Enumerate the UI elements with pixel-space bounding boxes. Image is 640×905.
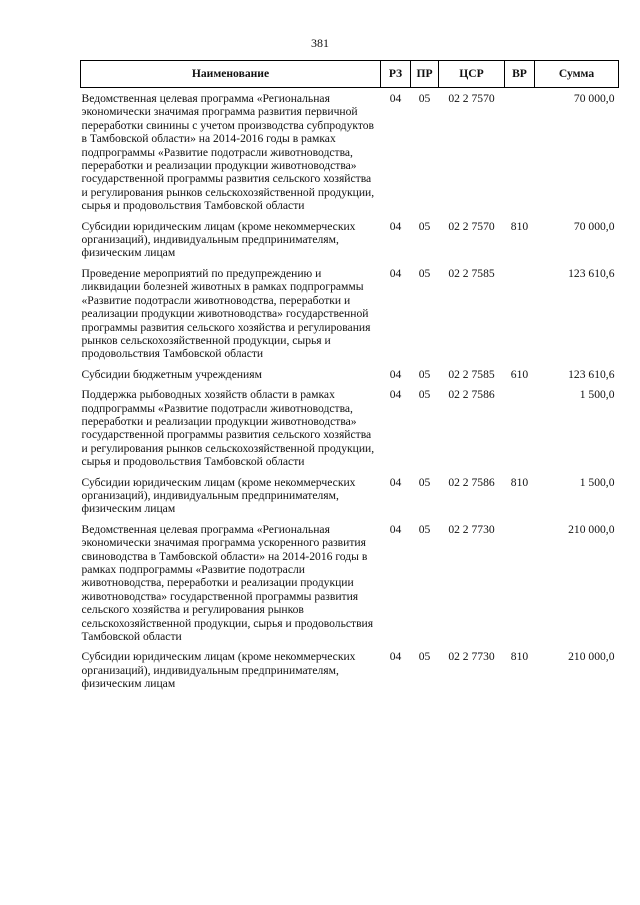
row-sum: 70 000,0 (573, 92, 615, 105)
row-sum: 1 500,0 (579, 475, 615, 489)
row-sum: 210 000,0 (568, 522, 615, 536)
row-vr (505, 88, 535, 216)
table-row (81, 472, 619, 519)
header-pr: ПР (411, 61, 439, 88)
page-number: 381 (311, 36, 329, 50)
row-vr (505, 384, 535, 471)
row-sum: 70 000,0 (573, 219, 615, 233)
row-name: Ведомственная целевая программа «Региональная экономически значимая программа развития первичной переработки свинины с учетом производства субпродуктов в Тамбовской области» на 2014-2016 годы в рамках подпрограммы «Развитие подотрасли животноводства, переработки и реализации продукции животноводства» государственной программы развития сельского хозяйства и регулирования рынков сельскохозяйственной продукции, сырья и продовольствия Тамбовской области (81, 92, 375, 213)
table-row (81, 263, 619, 364)
row-vr: 810 (510, 650, 529, 664)
row-name: Субсидии юридическим лицам (кроме некоммерческих организаций), индивидуальным предпринимателям, физическим лицам (81, 475, 356, 516)
row-vr (505, 519, 535, 647)
row-vr: 810 (510, 475, 529, 489)
row-sum: 123 610,6 (568, 367, 615, 381)
row-csr: 02 2 7730 (448, 650, 495, 664)
row-csr: 02 2 7585 (448, 367, 495, 381)
row-name: Субсидии бюджетным учреждениям (81, 367, 262, 381)
row-rz: 04 (389, 388, 402, 402)
row-rz: 04 (389, 367, 402, 381)
row-vr: 610 (510, 367, 529, 381)
row-vr: 810 (510, 219, 529, 233)
table-row (81, 364, 619, 384)
table-row (81, 216, 619, 263)
row-name: Поддержка рыбоводных хозяйств области в рамках подпрограммы «Развитие подотрасли животноводства, переработки и реализации продукции животноводства» государственной программы развития сельского хозяйства и регулирования рынков сельскохозяйственной продукции, сырья и продовольствия Тамбовской области (81, 388, 375, 469)
budget-table (80, 60, 619, 694)
row-csr: 02 2 7586 (448, 388, 495, 402)
row-pr: 05 (418, 219, 431, 233)
row-name: Субсидии юридическим лицам (кроме некоммерческих организаций), индивидуальным предпринимателям, физическим лицам (81, 650, 356, 691)
row-sum: 210 000,0 (568, 650, 615, 664)
row-pr: 05 (418, 92, 431, 105)
row-sum: 1 500,0 (579, 388, 615, 402)
row-pr: 05 (418, 367, 431, 381)
row-rz: 04 (389, 219, 402, 233)
table-row (81, 384, 619, 471)
row-csr: 02 2 7570 (448, 92, 495, 105)
header-sum: Сумма (535, 61, 619, 88)
header-name: Наименование (81, 61, 381, 88)
row-pr: 05 (418, 650, 431, 664)
row-rz: 04 (389, 650, 402, 664)
row-csr: 02 2 7570 (448, 219, 495, 233)
table-row (81, 646, 619, 693)
row-vr (505, 263, 535, 364)
header-rz: РЗ (381, 61, 411, 88)
row-name: Субсидии юридическим лицам (кроме некоммерческих организаций), индивидуальным предпринимателям, физическим лицам (81, 219, 356, 260)
table-header-row (81, 61, 619, 88)
row-csr: 02 2 7585 (448, 266, 495, 280)
row-pr: 05 (418, 266, 431, 280)
row-rz: 04 (389, 475, 402, 489)
row-pr: 05 (418, 388, 431, 402)
header-vr: ВР (505, 61, 535, 88)
row-csr: 02 2 7586 (448, 475, 495, 489)
row-rz: 04 (389, 92, 402, 105)
row-pr: 05 (418, 522, 431, 536)
row-rz: 04 (389, 266, 402, 280)
table-row (81, 88, 619, 216)
row-rz: 04 (389, 522, 402, 536)
row-sum: 123 610,6 (568, 266, 615, 280)
row-name: Проведение мероприятий по предупреждению и ликвидации болезней животных в рамках подпрограммы «Развитие подотрасли животноводства, переработки и реализации продукции животноводства» государственной программы развития сельского хозяйства и регулирования рынков сельскохозяйственной продукции, сырья и продовольствия Тамбовской области (81, 266, 371, 361)
row-name: Ведомственная целевая программа «Региональная экономически значимая программа ускоренного развития свиноводства в Тамбовской области» на 2014-2016 годы в рамках подпрограммы «Развитие подотрасли животноводства, переработки и реализации продукции животноводства» государственной программы развития сельского хозяйства и регулирования рынков сельскохозяйственной продукции, сырья и продовольствия Тамбовской области (81, 522, 374, 644)
row-csr: 02 2 7730 (448, 522, 495, 536)
header-csr: ЦСР (439, 61, 505, 88)
table-row (81, 519, 619, 647)
row-pr: 05 (418, 475, 431, 489)
